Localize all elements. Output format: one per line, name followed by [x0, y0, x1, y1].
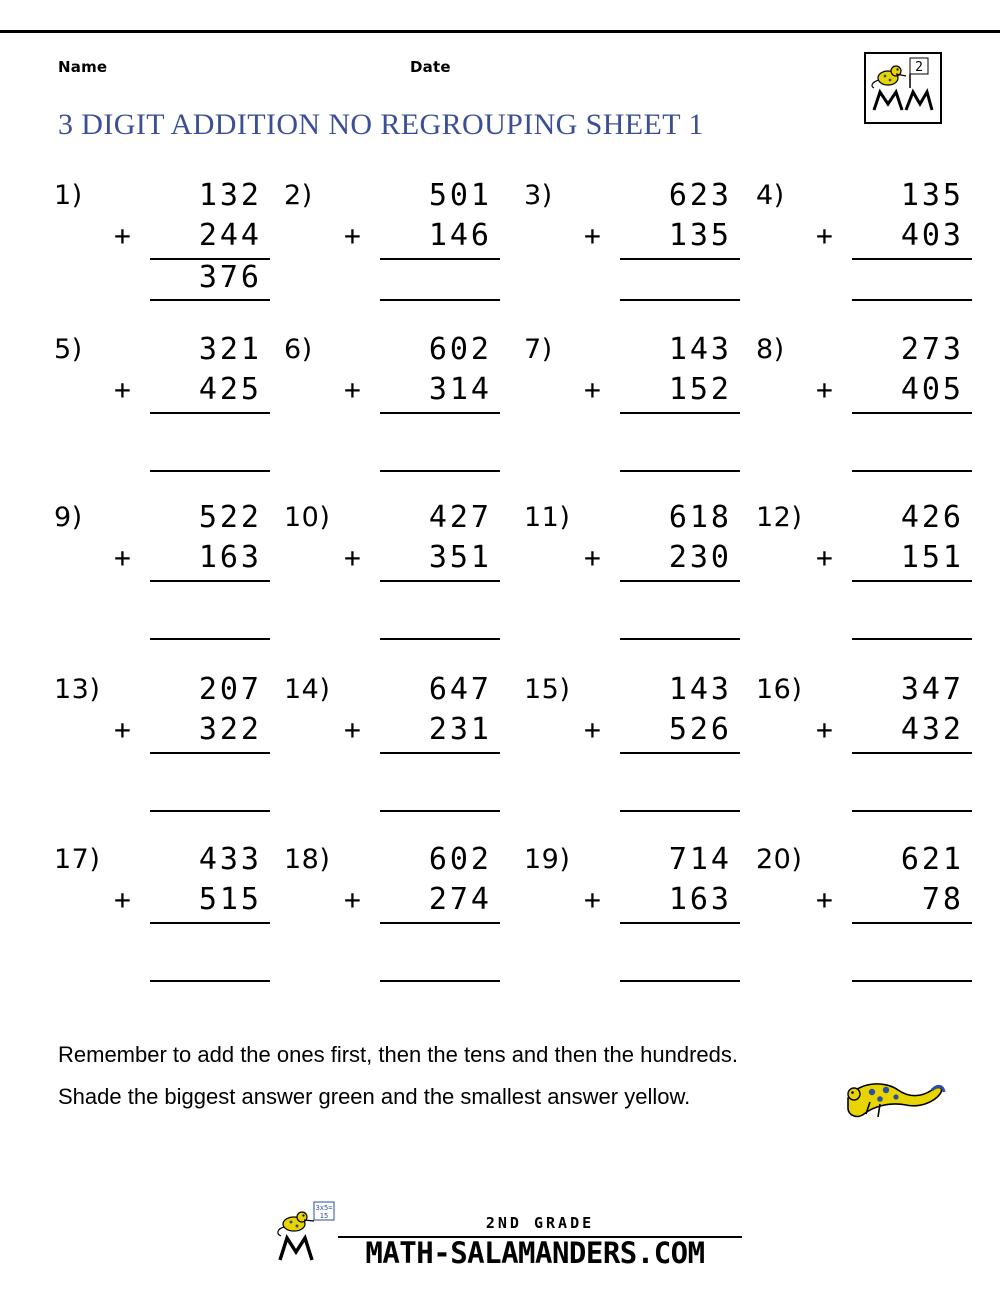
addend-top: 135 [900, 178, 964, 213]
problem-13 [46, 662, 276, 812]
problem-number: 15) [524, 674, 571, 705]
plus-sign: + [344, 883, 361, 916]
addend-top: 321 [198, 332, 262, 367]
problem-16 [748, 662, 978, 812]
problem-19 [516, 832, 746, 982]
plus-sign: + [344, 373, 361, 406]
addend-top: 623 [668, 178, 732, 213]
answer-line [620, 980, 740, 982]
addend-top: 207 [198, 672, 262, 707]
answer-line [150, 980, 270, 982]
plus-sign: + [584, 713, 601, 746]
addend-top: 433 [198, 842, 262, 877]
plus-sign: + [816, 373, 833, 406]
plus-sign: + [344, 541, 361, 574]
problem-12 [748, 490, 978, 640]
problem-6 [276, 322, 506, 472]
sum-line [150, 412, 270, 414]
plus-sign: + [114, 713, 131, 746]
logo-artwork [866, 54, 940, 122]
plus-sign: + [816, 541, 833, 574]
addend-top: 602 [428, 842, 492, 877]
problem-number: 6) [284, 334, 313, 365]
problem-number: 2) [284, 180, 313, 211]
addend-top: 143 [668, 672, 732, 707]
plus-sign: + [344, 713, 361, 746]
addend-top: 647 [428, 672, 492, 707]
salamander-svg [836, 1068, 946, 1124]
svg-text:15: 15 [319, 1212, 329, 1220]
addend-bottom: 515 [198, 882, 262, 917]
problem-10 [276, 490, 506, 640]
problem-number: 20) [756, 844, 803, 875]
addend-top: 132 [198, 178, 262, 213]
plus-sign: + [114, 541, 131, 574]
problem-9 [46, 490, 276, 640]
sum-line [852, 258, 972, 260]
instructions-line-2: Shade the biggest answer green and the smallest answer yellow. [58, 1084, 691, 1109]
sum-line [852, 412, 972, 414]
problem-number: 19) [524, 844, 571, 875]
problem-number: 1) [54, 180, 83, 211]
name-label: Name [58, 58, 108, 76]
addend-top: 273 [900, 332, 964, 367]
problem-17 [46, 832, 276, 982]
addend-bottom: 314 [428, 372, 492, 407]
answer-line [620, 810, 740, 812]
answer-line [620, 299, 740, 301]
addend-bottom: 230 [668, 540, 732, 575]
addend-bottom: 403 [900, 218, 964, 253]
instructions-line-1: Remember to add the ones first, then the tens and then the hundreds. [58, 1042, 738, 1067]
sum-line [620, 258, 740, 260]
plus-sign: + [816, 713, 833, 746]
plus-sign: + [114, 373, 131, 406]
top-divider [0, 30, 1000, 33]
answer-line [620, 470, 740, 472]
addend-bottom: 78 [921, 882, 964, 917]
problem-row [46, 168, 966, 322]
grade-label: 2ND GRADE [485, 1214, 595, 1232]
problem-number: 8) [756, 334, 785, 365]
addend-bottom: 146 [428, 218, 492, 253]
sum-line [620, 580, 740, 582]
answer-line [380, 638, 500, 640]
plus-sign: + [816, 219, 833, 252]
answer-line [380, 980, 500, 982]
math-salamanders-logo [864, 52, 942, 124]
addend-bottom: 274 [428, 882, 492, 917]
addend-bottom: 526 [668, 712, 732, 747]
sum-line [150, 752, 270, 754]
sum-line [150, 922, 270, 924]
addend-bottom: 231 [428, 712, 492, 747]
date-label: Date [410, 58, 451, 76]
answer-line [150, 638, 270, 640]
problem-number: 13) [54, 674, 101, 705]
problem-number: 11) [524, 502, 571, 533]
problem-20 [748, 832, 978, 982]
plus-sign: + [584, 541, 601, 574]
addend-bottom: 151 [900, 540, 964, 575]
problem-number: 9) [54, 502, 83, 533]
addend-top: 501 [428, 178, 492, 213]
answer-line [852, 299, 972, 301]
problem-1 [46, 168, 276, 318]
answer-line [150, 299, 270, 301]
problem-8 [748, 322, 978, 472]
problem-number: 3) [524, 180, 553, 211]
sum-line [380, 412, 500, 414]
plus-sign: + [114, 219, 131, 252]
problem-5 [46, 322, 276, 472]
addend-top: 618 [668, 500, 732, 535]
problem-number: 18) [284, 844, 331, 875]
addend-bottom: 432 [900, 712, 964, 747]
problem-7 [516, 322, 746, 472]
answer-value[interactable]: 376 [198, 260, 262, 295]
problem-3 [516, 168, 746, 318]
svg-text:2: 2 [915, 60, 923, 75]
problem-number: 17) [54, 844, 101, 875]
worksheet-header [58, 58, 938, 88]
sum-line [620, 752, 740, 754]
addend-top: 427 [428, 500, 492, 535]
addend-bottom: 425 [198, 372, 262, 407]
problem-15 [516, 662, 746, 812]
problem-row [46, 662, 966, 832]
problem-11 [516, 490, 746, 640]
addend-top: 426 [900, 500, 964, 535]
plus-sign: + [584, 883, 601, 916]
problem-18 [276, 832, 506, 982]
problem-number: 14) [284, 674, 331, 705]
sum-line [380, 258, 500, 260]
brand-footer [0, 1196, 1000, 1276]
logo-svg [866, 54, 936, 118]
answer-line [852, 810, 972, 812]
answer-line [620, 638, 740, 640]
plus-sign: + [114, 883, 131, 916]
problem-number: 5) [54, 334, 83, 365]
plus-sign: + [584, 219, 601, 252]
problem-row [46, 322, 966, 490]
problem-number: 7) [524, 334, 553, 365]
plus-sign: + [344, 219, 361, 252]
sum-line [150, 580, 270, 582]
svg-text:3x5=: 3x5= [315, 1204, 333, 1212]
sum-line [380, 752, 500, 754]
addend-top: 621 [900, 842, 964, 877]
answer-line [150, 470, 270, 472]
addend-bottom: 244 [198, 218, 262, 253]
sum-line [620, 922, 740, 924]
problem-14 [276, 662, 506, 812]
problem-4 [748, 168, 978, 318]
addend-bottom: 135 [668, 218, 732, 253]
sum-line [380, 580, 500, 582]
sum-line [380, 922, 500, 924]
answer-line [852, 638, 972, 640]
sum-line [852, 922, 972, 924]
answer-line [380, 810, 500, 812]
sum-line [852, 580, 972, 582]
salamander-illustration [836, 1068, 946, 1124]
addend-bottom: 163 [668, 882, 732, 917]
problem-number: 4) [756, 180, 785, 211]
problem-grid [46, 168, 966, 1002]
problem-row [46, 490, 966, 662]
answer-line [380, 470, 500, 472]
brand-url[interactable]: MATH-SALAMANDERS.COM [365, 1236, 705, 1270]
answer-line [150, 810, 270, 812]
problem-2 [276, 168, 506, 318]
addend-top: 347 [900, 672, 964, 707]
problem-number: 16) [756, 674, 803, 705]
addend-bottom: 322 [198, 712, 262, 747]
problem-number: 12) [756, 502, 803, 533]
instructions [58, 1034, 918, 1118]
plus-sign: + [816, 883, 833, 916]
problem-row [46, 832, 966, 1002]
addend-top: 714 [668, 842, 732, 877]
addend-top: 522 [198, 500, 262, 535]
addend-top: 602 [428, 332, 492, 367]
addend-bottom: 163 [198, 540, 262, 575]
addend-bottom: 152 [668, 372, 732, 407]
page-title: 3 DIGIT ADDITION NO REGROUPING SHEET 1 [58, 108, 704, 141]
problem-number: 10) [284, 502, 331, 533]
addend-bottom: 351 [428, 540, 492, 575]
answer-line [852, 980, 972, 982]
addend-bottom: 405 [900, 372, 964, 407]
plus-sign: + [584, 373, 601, 406]
addend-top: 143 [668, 332, 732, 367]
answer-line [852, 470, 972, 472]
sum-line [852, 752, 972, 754]
answer-line [380, 299, 500, 301]
sum-line [620, 412, 740, 414]
